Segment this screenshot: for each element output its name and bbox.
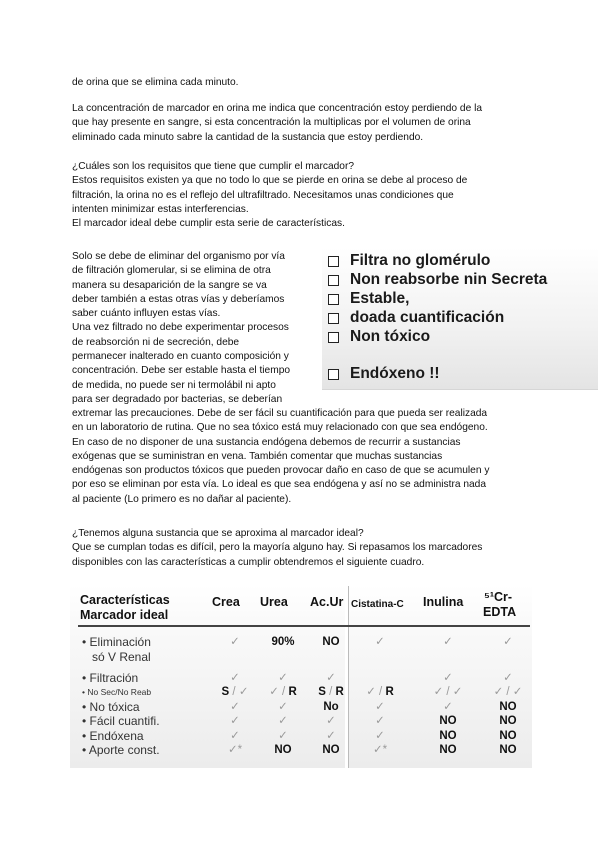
table-cell: NO [322, 636, 340, 648]
checkbox-icon [328, 369, 339, 380]
column-header: Inulina [423, 595, 464, 609]
table-header-label: Características [80, 593, 170, 607]
table-cell: NO [499, 715, 517, 727]
table-cell: ✓ [278, 730, 288, 742]
table-cell: NO [322, 744, 340, 756]
table-cell: NO [439, 730, 457, 742]
table-cell: ✓ [326, 730, 336, 742]
column-header: Cistatina-C [351, 599, 404, 610]
paragraph-1: de orina que se elimina cada minuto. [72, 77, 239, 88]
slide-item-label: Estable, [350, 290, 410, 307]
table-cell: ✓ [230, 636, 240, 648]
markers-table [70, 585, 532, 768]
slide-item-label: Filtra no glomérulo [350, 252, 491, 269]
table-cell: ✓ [326, 672, 336, 684]
table-cell: ✓* [372, 744, 388, 756]
paragraph-6: ¿Tenemos alguna sustancia que se aproxima al marcador ideal? Que se cumplan todas es difícil, pero la mayoría alguno hay. Si repasamos los marcadores disponibles con las características a cumplir obtendremos el siguiente cuadro. [72, 528, 483, 568]
slide-item [328, 365, 440, 383]
table-cell: ✓ / ✓ [493, 686, 523, 698]
table-cell: NO [274, 744, 292, 756]
table-cell: NO [439, 715, 457, 727]
table-cell: ✓ [503, 636, 513, 648]
table-header-label: Marcador ideal [80, 608, 169, 622]
table-cell: S / R [318, 686, 344, 698]
column-header: EDTA [483, 605, 517, 619]
table-cell: NO [499, 744, 517, 756]
row-label: • No Sec/No Reab [82, 687, 152, 697]
table-cell: ✓ / R [366, 686, 394, 698]
row-label: • Endóxena [82, 729, 144, 743]
header-rule [78, 625, 530, 627]
slide-item-label: Non reabsorbe nin Secreta [350, 271, 548, 288]
table-cell: ✓ [230, 730, 240, 742]
table-cell: ✓ [278, 672, 288, 684]
table-cell: ✓ [375, 636, 385, 648]
slide-item [328, 290, 409, 308]
paragraph-4: Solo se debe de eliminar del organismo por vía de filtración glomerular, si se elimina de otra manera su desaparición de la sangre se va deber también a estas otras vías y deberíamos saber cuánto influyen estas vías. Una vez filtrado no debe experimentar procesos de reabsorción ni de secreción, debe permanecer inalterado en cuanto composición y concentración. Debe ser estable hasta el tiempo de medida, no puede ser ni termolábil ni apto para ser degradado por bacterias, se deberían [72, 251, 291, 405]
checkbox-icon [328, 275, 339, 286]
slide-item [328, 328, 430, 346]
column-header: Crea [212, 595, 240, 609]
table-cell: ✓ [230, 715, 240, 727]
requirements-slide [322, 247, 598, 390]
row-label: • Eliminación [82, 635, 151, 649]
checkbox-icon [328, 313, 339, 324]
table-cell: ✓ [503, 672, 513, 684]
paragraph-5: extremar las precauciones. Debe de ser fácil su cuantificación para que pueda ser realizada en un laboratorio de rutina. Que no sea tóxico está muy relacionado con que sea endógeno. En caso de no disponer de una sustancia endógena debemos de recurrir a sustancias exógenas que se suministran en vena. También comentar que muchas sustancias endógenas son productos tóxicos que pueden provocar daño en caso de que se acumulen y por eso se eliminan por esta vía. Lo ideal es que sea endógena y así no se administra nada al paciente (Lo primero es no dañar al paciente). [72, 408, 490, 505]
row-label: • Fácil cuantifi. [82, 714, 160, 728]
paragraph-3: ¿Cuáles son los requisitos que tiene que cumplir el marcador? Estos requisitos existen ya que no todo lo que se pierde en orina se debe al proceso de filtración, la orina no es el reflejo del ultrafiltrado. Necesitamos unas condiciones que intenten minimizar estas interferencias. El marcador ideal debe cumplir esta serie de características. [72, 161, 468, 230]
table-cell: ✓* [227, 744, 243, 756]
column-header: ⁵¹Cr- [484, 590, 513, 604]
table-cell: ✓ / R [269, 686, 297, 698]
table-cell: ✓ [326, 715, 336, 727]
table-cell: ✓ [443, 701, 453, 713]
checkbox-icon [328, 256, 339, 267]
column-header: Urea [260, 595, 288, 609]
slide-item-label: Non tóxico [350, 328, 431, 345]
table-cell: S / ✓ [221, 686, 249, 698]
table-cell: ✓ [375, 730, 385, 742]
checkbox-icon [328, 294, 339, 305]
row-label: • Aporte const. [82, 743, 160, 757]
table-cell: ✓ / ✓ [433, 686, 463, 698]
table-cell: No [323, 701, 339, 713]
table-cell: ✓ [443, 636, 453, 648]
table-cell: NO [499, 701, 517, 713]
paragraph-2: La concentración de marcador en orina me indica que concentración estoy perdiendo de la que hay presente en sangre, si esta concentración la multiplicas por el volumen de orina eliminado cada minuto sabre la cantidad de la sustancia que estoy perdiendo. [72, 103, 483, 143]
slide-item [328, 252, 490, 270]
checkbox-icon [328, 332, 339, 343]
table-cell: ✓ [375, 701, 385, 713]
table-cell: ✓ [230, 672, 240, 684]
table-cell: ✓ [375, 715, 385, 727]
slide-item-label: Endóxeno !! [350, 365, 440, 382]
slide-item [328, 309, 504, 327]
slide-item [328, 271, 547, 289]
table-cell: ✓ [230, 701, 240, 713]
table-cell: ✓ [278, 701, 288, 713]
column-header: Ac.Ur [310, 595, 344, 609]
row-label: • No tóxica [82, 700, 140, 714]
row-label: • Filtración [82, 671, 139, 685]
slide-item-label: doada cuantificación [350, 309, 505, 326]
table-cell: ✓ [278, 715, 288, 727]
table-cell: NO [499, 730, 517, 742]
table-cell: NO [439, 744, 457, 756]
table-cell: 90% [271, 636, 295, 648]
table-cell: ✓ [443, 672, 453, 684]
row-label: só V Renal [92, 650, 151, 664]
